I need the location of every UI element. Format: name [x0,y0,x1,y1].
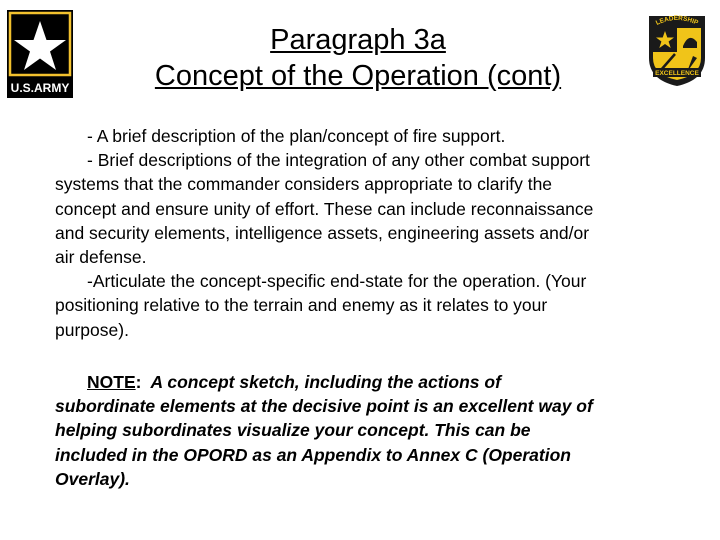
insignia-bottom-text: EXCELLENCE [655,70,699,77]
body-line: and security elements, intelligence assets, engineering assets and/or [55,222,590,243]
page-title [100,22,616,94]
body-line: air defense. [55,247,147,268]
note-line: subordinate elements at the decisive point is an excellent way of [55,396,593,417]
body-line: concept and ensure unity of effort. These can include reconnaissance [55,198,594,219]
body-line: systems that the commander considers appropriate to clarify the [55,174,553,195]
body-line: purpose). [55,319,129,340]
rotc-insignia-logo [647,12,707,88]
note-block [55,370,685,491]
insignia-top-text: LEADERSHIP [654,14,700,27]
title-line-1: Paragraph 3a [270,24,446,56]
note-line: helping subordinates visualize your concept. This can be [55,420,531,441]
body-line: positioning relative to the terrain and enemy as it relates to your [55,295,548,316]
note-label: NOTE [87,372,136,392]
body-line: -Articulate the concept-specific end-state for the operation. (Your [87,271,587,292]
body-line: - A brief description of the plan/concept of fire support. [87,126,506,146]
note-line: included in the OPORD as an Appendix to Annex C (Operation [55,444,571,465]
us-army-logo [7,10,73,98]
body-text [55,124,685,342]
title-line-2: Concept of the Operation (cont) [154,60,562,92]
note-line: A concept sketch, including the actions of [141,372,501,392]
note-colon: : [135,372,142,392]
army-logo-text: U.S.ARMY [10,81,70,95]
note-line: Overlay). [55,468,130,489]
body-line: - Brief descriptions of the integration of any other combat support [87,150,590,171]
